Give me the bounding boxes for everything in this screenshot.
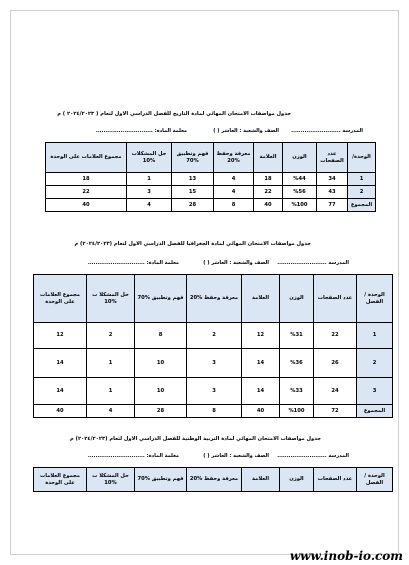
- site-watermark: www.inob-io.com: [289, 549, 403, 563]
- total-row: [34, 405, 393, 418]
- header-cell: عدد الصفحات: [317, 143, 348, 173]
- cell: 8: [214, 199, 254, 212]
- table-header-row: [34, 468, 393, 492]
- cell: 14: [34, 349, 87, 378]
- table1-teacher: معلمة المادة: ..............................: [95, 128, 187, 134]
- header-cell: حل المشكلا ت %10: [87, 275, 135, 323]
- table2: [33, 274, 393, 418]
- table1-school: المدرسة ..........................: [291, 128, 363, 134]
- cell: 13: [172, 173, 214, 186]
- header-cell: معرفة وحفظ %20: [187, 468, 242, 492]
- table1: [45, 142, 376, 212]
- cell: %36: [280, 349, 314, 378]
- header-cell: فهم وتطبيق %70: [135, 468, 187, 492]
- cell: 1: [87, 349, 135, 378]
- cell: 28: [172, 199, 214, 212]
- table3-grade: الصف والشعبة : العاشر ( ): [203, 453, 269, 459]
- cell: 4: [214, 186, 254, 199]
- cell: %44: [283, 173, 317, 186]
- cell: 40: [254, 199, 283, 212]
- cell: 43: [317, 186, 348, 199]
- table3-teacher: معلمة المادة: ..............................: [87, 453, 179, 459]
- header-cell: مجموع العلامات على الوحدة: [34, 468, 87, 492]
- unit-cell: 2: [357, 349, 393, 378]
- cell: 34: [317, 173, 348, 186]
- table3-title: جدول مواصفات الامتحان المهائي لمادة التربية الوطنية للفصل الدراسي الاول لتعام (٢٠٢٤/٢٠٢٣) م: [69, 436, 321, 442]
- cell: 77: [317, 199, 348, 212]
- cell: %31: [280, 323, 314, 349]
- header-cell: العلامة: [242, 275, 280, 323]
- cell: 18: [254, 173, 283, 186]
- unit-cell: 2: [348, 186, 376, 199]
- cell: %56: [283, 186, 317, 199]
- header-cell: معرفة وحفظ %20: [187, 275, 242, 323]
- cell: 12: [34, 323, 87, 349]
- table-row: [46, 186, 376, 199]
- cell: 26: [314, 349, 357, 378]
- cell: 15: [172, 186, 214, 199]
- cell: 1: [87, 378, 135, 405]
- unit-cell: 1: [348, 173, 376, 186]
- cell: %33: [280, 378, 314, 405]
- cell: 3: [187, 349, 242, 378]
- cell: 40: [242, 405, 280, 418]
- header-cell: الوحدة / الفصل: [357, 275, 393, 323]
- header-cell: حل المشكلات %10: [127, 143, 172, 173]
- cell: 14: [34, 378, 87, 405]
- header-cell: الوزن: [280, 275, 314, 323]
- cell: 40: [46, 199, 127, 212]
- table-row: [34, 378, 393, 405]
- header-cell: فهم وتطبيق %70: [135, 275, 187, 323]
- cell: 22: [46, 186, 127, 199]
- total-label: المجموع: [348, 199, 376, 212]
- table2-grade: الصف والشعبة : العاشر ( ): [203, 260, 269, 266]
- header-cell: حل المشكلا ت %10: [87, 468, 135, 492]
- header-cell: مجموع العلامات على الوحدة: [46, 143, 127, 173]
- unit-cell: 1: [357, 323, 393, 349]
- cell: 2: [87, 323, 135, 349]
- cell: 24: [314, 378, 357, 405]
- header-cell: العلامة: [254, 143, 283, 173]
- table2-title: جدول مواصفات الامتحان المهائي لمادة الجغرافيا للفصل الدراسي الاول لتعام (٢٠٢٤/٢٠٢٣) م: [74, 241, 311, 247]
- cell: 40: [34, 405, 87, 418]
- table-row: [34, 349, 393, 378]
- table2-teacher: معلمة المادة: ..............................: [87, 260, 179, 266]
- cell: 4: [127, 199, 172, 212]
- table3-school: المدرسة ..........................: [277, 453, 349, 459]
- header-cell: عدد الصفحات: [314, 275, 357, 323]
- cell: 10: [135, 378, 187, 405]
- cell: 14: [242, 349, 280, 378]
- table-row: [34, 323, 393, 349]
- cell: 1: [127, 173, 172, 186]
- cell: 3: [127, 186, 172, 199]
- cell: 28: [135, 405, 187, 418]
- header-cell: فهم وتطبيق %70: [172, 143, 214, 173]
- cell: 8: [187, 405, 242, 418]
- cell: 18: [46, 173, 127, 186]
- table2-school: المدرسة ..........................: [277, 260, 349, 266]
- cell: 22: [314, 323, 357, 349]
- header-cell: الوزن: [280, 468, 314, 492]
- header-cell: العلامة: [242, 468, 280, 492]
- total-label: المجموع: [357, 405, 393, 418]
- cell: 2: [187, 323, 242, 349]
- total-row: [46, 199, 376, 212]
- cell: %100: [283, 199, 317, 212]
- table-header-row: [34, 275, 393, 323]
- table3: [33, 467, 393, 492]
- unit-cell: 3: [357, 378, 393, 405]
- cell: 14: [242, 378, 280, 405]
- table-row: [46, 173, 376, 186]
- cell: 8: [135, 323, 187, 349]
- cell: 4: [87, 405, 135, 418]
- header-cell: الوحدة /الفصل: [357, 468, 393, 492]
- cell: 22: [254, 186, 283, 199]
- table-header-row: [46, 143, 376, 173]
- cell: 3: [187, 378, 242, 405]
- header-cell: معرفة وحفظ %20: [214, 143, 254, 173]
- table1-title: جدول مواصفات الامتحان المهائي لمادة التاريخ للفصل الدراسي الاول لتعام ( ٢٠٢٤/٢٠٢٣ ) م: [57, 111, 291, 117]
- cell: 12: [242, 323, 280, 349]
- cell: %100: [280, 405, 314, 418]
- table1-grade: الصف والشعبة : العاشر ( ): [213, 128, 279, 134]
- header-cell: عدد الصفحات: [314, 468, 357, 492]
- header-cell: الوحدة/: [348, 143, 376, 173]
- header-cell: مجموع العلامات على الوحدة: [34, 275, 87, 323]
- cell: 4: [214, 173, 254, 186]
- cell: 72: [314, 405, 357, 418]
- header-cell: الوزن: [283, 143, 317, 173]
- cell: 10: [135, 349, 187, 378]
